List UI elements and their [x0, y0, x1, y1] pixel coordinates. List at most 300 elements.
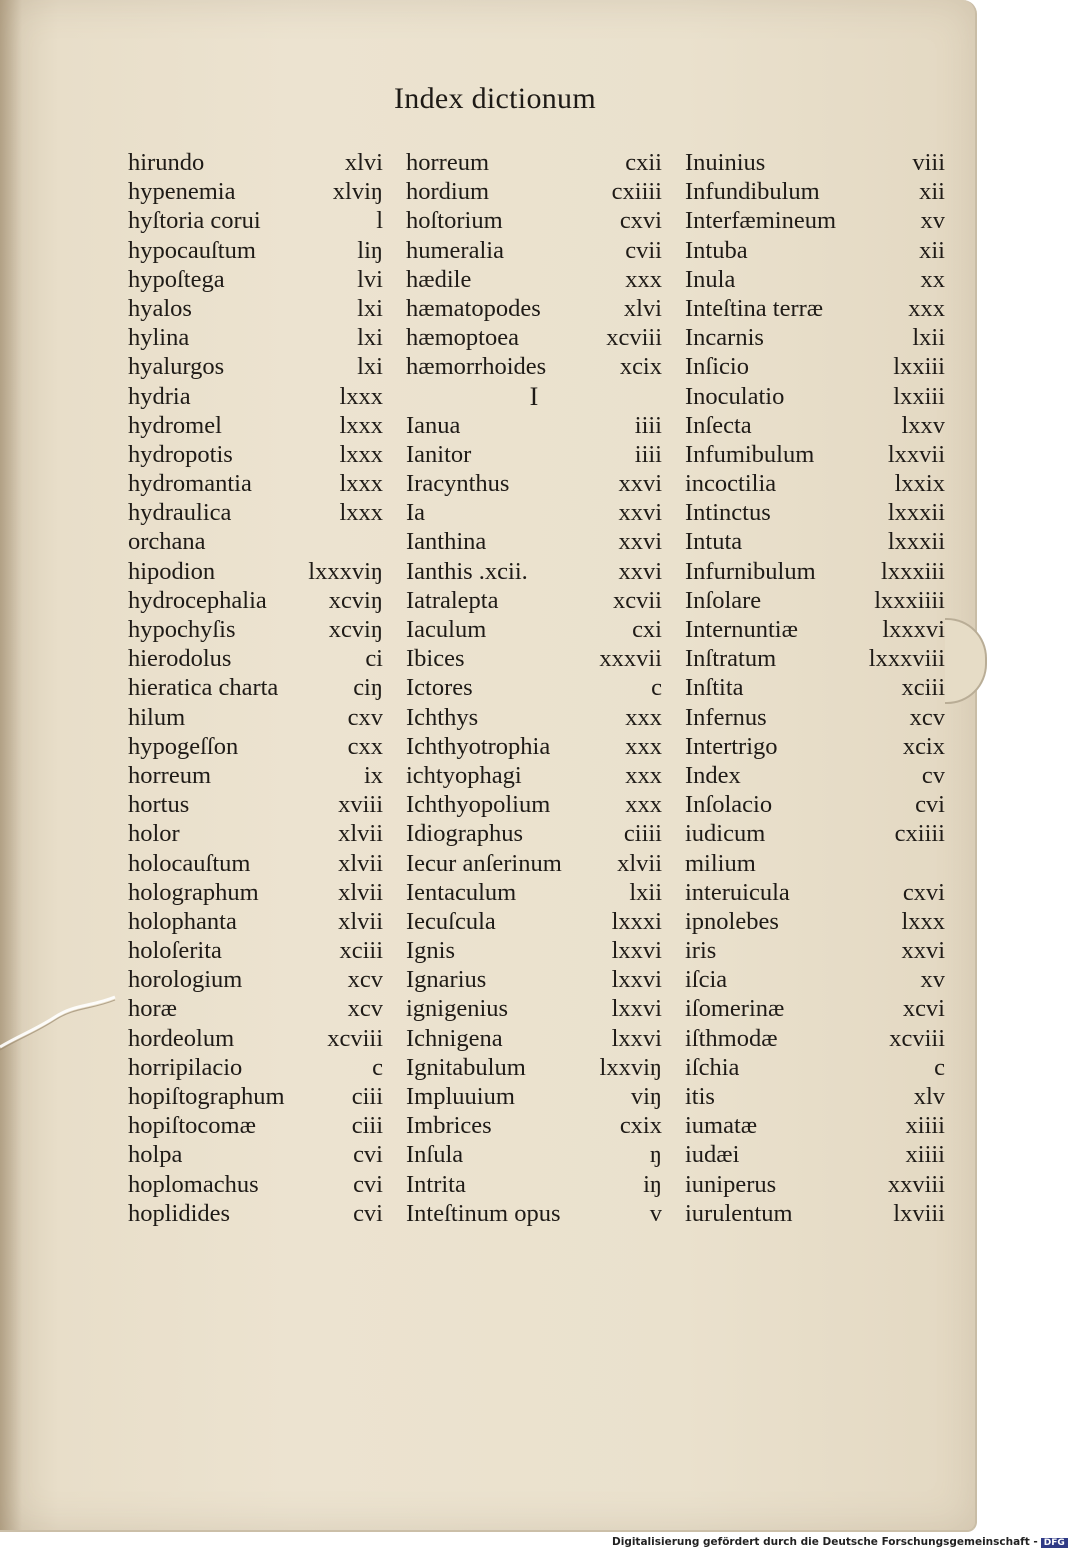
index-entry: [406, 294, 662, 323]
footer-credit: [612, 1536, 1068, 1548]
entry-term: orchana: [128, 528, 206, 556]
index-column-1: [128, 148, 383, 1228]
page-tab-marker: [945, 618, 987, 704]
index-entry: [406, 673, 662, 702]
entry-term: Ignis: [406, 937, 455, 965]
index-entry: [128, 1024, 383, 1053]
entry-term: Intinctus: [685, 499, 771, 527]
entry-page-number: xcvi: [902, 995, 945, 1023]
index-entry: [128, 703, 383, 732]
entry-page-number: lxxxviŋ: [308, 557, 383, 585]
index-entry: [128, 761, 383, 790]
entry-page-number: xxvi: [618, 470, 662, 498]
entry-term: Intrita: [406, 1170, 466, 1198]
entry-page-number: xxvi: [618, 499, 662, 527]
entry-page-number: xxx: [625, 761, 662, 789]
entry-term: iſchia: [685, 1053, 740, 1081]
index-entry: [128, 469, 383, 498]
index-entry: [128, 1199, 383, 1228]
entry-term: I: [529, 381, 539, 411]
entry-page-number: lxxvi: [611, 1024, 662, 1052]
entry-page-number: xviii: [338, 791, 383, 819]
entry-page-number: cxii: [625, 149, 662, 176]
entry-term: iudæi: [685, 1141, 740, 1169]
index-entry: [685, 382, 945, 411]
entry-term: hipodion: [128, 557, 216, 585]
index-entry: [128, 878, 383, 907]
index-entry: [685, 411, 945, 440]
index-entry: [685, 323, 945, 352]
entry-term: Ichthys: [406, 703, 479, 731]
entry-page-number: xcviŋ: [328, 616, 383, 643]
entry-term: Inſolare: [685, 586, 762, 614]
index-entry: [128, 965, 383, 994]
index-column-2: [406, 148, 662, 1228]
entry-term: hoſtorium: [406, 207, 503, 235]
entry-page-number: l: [376, 207, 383, 235]
entry-page-number: lxxxiiii: [874, 586, 945, 614]
entry-term: horreum: [128, 761, 211, 789]
entry-page-number: lxxvi: [611, 937, 662, 965]
index-entry: [685, 148, 945, 177]
index-entry: [685, 294, 945, 323]
index-entry: [685, 586, 945, 615]
index-entry: [406, 236, 662, 265]
entry-page-number: lxxx: [339, 470, 383, 498]
entry-term: Iecur anſerinum: [406, 849, 562, 877]
entry-page-number: lxxiii: [893, 382, 945, 410]
index-entry: [685, 994, 945, 1023]
index-entry: [685, 1140, 945, 1169]
entry-term: itis: [685, 1083, 715, 1110]
index-entry: [406, 1170, 662, 1199]
entry-page-number: ŋ: [649, 1141, 662, 1169]
index-entry: [406, 177, 662, 206]
entry-page-number: lxxvii: [887, 440, 945, 468]
index-entry: [128, 206, 383, 235]
entry-page-number: lxi: [357, 324, 383, 352]
entry-page-number: cxi: [632, 616, 662, 643]
entry-page-number: xlvi: [344, 149, 383, 176]
index-entry: [406, 557, 662, 586]
index-entry: [685, 557, 945, 586]
entry-page-number: cxx: [347, 732, 383, 760]
entry-term: Ignitabulum: [406, 1053, 526, 1081]
entry-term: Idiographus: [406, 820, 524, 848]
index-entry: [406, 849, 662, 878]
entry-term: iſomerinæ: [685, 995, 785, 1023]
entry-term: hoplomachus: [128, 1170, 259, 1198]
entry-page-number: xlvi: [623, 294, 662, 322]
entry-term: holor: [128, 820, 180, 848]
entry-page-number: ciii: [351, 1083, 383, 1110]
entry-page-number: xxx: [625, 265, 662, 293]
index-entry: [128, 1082, 383, 1111]
entry-page-number: lxi: [357, 294, 383, 322]
entry-term: Iaculum: [406, 616, 487, 643]
index-entry: [685, 1082, 945, 1111]
entry-page-number: cvii: [625, 236, 662, 264]
entry-page-number: xxx: [625, 732, 662, 760]
index-entry: [406, 1140, 662, 1169]
index-entry: [128, 1053, 383, 1082]
entry-page-number: xii: [919, 236, 945, 264]
entry-term: Iatralepta: [406, 586, 499, 614]
entry-term: Inſolacio: [685, 791, 773, 819]
entry-page-number: lxxviŋ: [599, 1053, 662, 1081]
entry-term: hyſtoria corui: [128, 207, 261, 235]
entry-page-number: xxviii: [887, 1170, 945, 1198]
entry-term: Inſtita: [685, 674, 744, 702]
entry-page-number: xciii: [901, 674, 945, 702]
index-entry: [406, 1024, 662, 1053]
footer-text: Digitalisierung gefördert durch die Deutsche Forschungsgemeinschaft -: [612, 1536, 1038, 1548]
entry-page-number: lxviii: [893, 1199, 945, 1227]
index-entry: [685, 673, 945, 702]
entry-page-number: lxxx: [339, 440, 383, 468]
entry-term: Imbrices: [406, 1112, 492, 1140]
entry-term: Inoculatio: [685, 382, 785, 410]
entry-term: incoctilia: [685, 470, 777, 498]
index-entry: [406, 352, 662, 381]
index-entry: [128, 936, 383, 965]
entry-page-number: viii: [912, 149, 945, 176]
entry-term: Inula: [685, 265, 736, 293]
index-entry: [406, 994, 662, 1023]
index-entry: [128, 732, 383, 761]
entry-page-number: xlv: [913, 1083, 945, 1110]
entry-term: Infumibulum: [685, 440, 815, 468]
entry-page-number: xxx: [625, 791, 662, 819]
entry-term: hierodolus: [128, 645, 232, 673]
entry-term: hyalurgos: [128, 353, 225, 381]
index-entry: [128, 673, 383, 702]
index-entry: [685, 732, 945, 761]
index-entry: [128, 236, 383, 265]
entry-page-number: lxxv: [901, 411, 945, 439]
index-entry: [685, 1170, 945, 1199]
index-entry: [128, 294, 383, 323]
index-entry: [685, 498, 945, 527]
index-entry: [406, 819, 662, 848]
entry-page-number: lxxxviii: [868, 645, 945, 673]
entry-term: hypenemia: [128, 178, 236, 206]
entry-page-number: cxiiii: [611, 178, 662, 206]
index-entry: [685, 790, 945, 819]
entry-page-number: xcviŋ: [328, 586, 383, 614]
entry-term: hydromel: [128, 411, 222, 439]
index-entry: [685, 236, 945, 265]
entry-page-number: c: [651, 674, 662, 702]
entry-term: hordeolum: [128, 1024, 235, 1052]
entry-term: hypocauſtum: [128, 236, 256, 264]
entry-page-number: ix: [363, 761, 383, 789]
index-entry: [406, 469, 662, 498]
entry-term: horæ: [128, 995, 177, 1023]
index-entry: [685, 1024, 945, 1053]
index-entry: [128, 177, 383, 206]
entry-page-number: xv: [920, 207, 945, 235]
entry-term: iumatæ: [685, 1112, 758, 1140]
entry-page-number: lxxxi: [611, 907, 662, 935]
entry-page-number: xiiii: [905, 1112, 945, 1140]
entry-term: iudicum: [685, 820, 766, 848]
entry-term: ipnolebes: [685, 907, 779, 935]
entry-term: hyalos: [128, 294, 192, 322]
index-entry: [128, 994, 383, 1023]
entry-term: holocauſtum: [128, 849, 251, 877]
entry-term: hieratica charta: [128, 674, 279, 702]
entry-page-number: xxvi: [901, 937, 945, 965]
index-entry: [128, 907, 383, 936]
entry-term: horripilacio: [128, 1053, 243, 1081]
index-column-3: [685, 148, 945, 1228]
entry-page-number: cvi: [915, 791, 945, 819]
index-entry: [128, 1111, 383, 1140]
entry-term: interuicula: [685, 878, 790, 906]
entry-term: Inſicio: [685, 353, 749, 381]
index-entry: [685, 849, 945, 878]
entry-term: Inſtratum: [685, 645, 777, 673]
entry-term: iſthmodæ: [685, 1024, 778, 1052]
index-entry: [685, 206, 945, 235]
entry-term: hirundo: [128, 149, 205, 176]
entry-term: Ianthina: [406, 528, 487, 556]
index-entry: [685, 819, 945, 848]
entry-term: horologium: [128, 966, 243, 994]
entry-page-number: ci: [365, 645, 383, 673]
entry-term: hilum: [128, 703, 186, 731]
index-entry: [685, 761, 945, 790]
section-letter: [406, 382, 662, 411]
entry-term: holophanta: [128, 907, 237, 935]
entry-term: Intertrigo: [685, 732, 778, 760]
entry-page-number: iiii: [634, 440, 662, 468]
entry-page-number: xxxvii: [599, 645, 662, 673]
entry-term: hypogeſſon: [128, 732, 239, 760]
index-entry: [406, 644, 662, 673]
entry-page-number: xcviii: [889, 1024, 945, 1052]
entry-term: holoſerita: [128, 937, 222, 965]
paper-tear-mark: [0, 985, 120, 1065]
index-entry: [128, 498, 383, 527]
entry-term: Internuntiæ: [685, 616, 798, 643]
entry-page-number: xlvii: [338, 849, 383, 877]
entry-page-number: c: [372, 1053, 383, 1081]
index-entry: [685, 1199, 945, 1228]
index-entry: [128, 586, 383, 615]
index-entry: [406, 907, 662, 936]
entry-term: Inuinius: [685, 149, 766, 176]
entry-term: holographum: [128, 878, 259, 906]
index-entry: [685, 265, 945, 294]
index-entry: [128, 411, 383, 440]
entry-term: Inteſtinum opus: [406, 1199, 561, 1227]
index-entry: [406, 1053, 662, 1082]
index-entry: [685, 615, 945, 644]
index-entry: [406, 498, 662, 527]
entry-term: hydropotis: [128, 440, 233, 468]
entry-term: hæmorrhoides: [406, 353, 547, 381]
entry-page-number: xcv: [909, 703, 945, 731]
index-entry: [685, 1111, 945, 1140]
index-entry: [685, 527, 945, 556]
entry-page-number: lxxxiii: [881, 557, 945, 585]
entry-page-number: lxii: [912, 324, 945, 352]
entry-term: Inſecta: [685, 411, 752, 439]
entry-page-number: ciii: [351, 1112, 383, 1140]
entry-page-number: lxxx: [339, 382, 383, 410]
entry-term: hydromantia: [128, 470, 252, 498]
entry-term: hoplidides: [128, 1199, 231, 1227]
entry-term: ignigenius: [406, 995, 509, 1023]
entry-term: Ichthyopolium: [406, 791, 551, 819]
index-entry: [128, 148, 383, 177]
entry-term: humeralia: [406, 236, 504, 264]
entry-term: Intuba: [685, 236, 748, 264]
index-entry: [128, 644, 383, 673]
entry-page-number: xv: [920, 966, 945, 994]
index-entry: [685, 878, 945, 907]
index-entry: [685, 1053, 945, 1082]
entry-term: hæmatopodes: [406, 294, 541, 322]
entry-term: Infurnibulum: [685, 557, 816, 585]
index-entry: [685, 936, 945, 965]
index-entry: [128, 819, 383, 848]
index-entry: [128, 382, 383, 411]
dfg-logo: DFG: [1041, 1538, 1068, 1548]
entry-term: Ientaculum: [406, 878, 517, 906]
entry-term: hypoſtega: [128, 265, 225, 293]
entry-page-number: lxi: [357, 353, 383, 381]
entry-page-number: lxxx: [339, 499, 383, 527]
entry-page-number: cvi: [353, 1141, 383, 1169]
index-entry: [128, 849, 383, 878]
index-entry: [128, 557, 383, 586]
index-entry: [406, 411, 662, 440]
entry-page-number: cxv: [347, 703, 383, 731]
entry-term: Iracynthus: [406, 470, 510, 498]
entry-term: ichtyophagi: [406, 761, 522, 789]
index-entry: [406, 148, 662, 177]
index-entry: [685, 177, 945, 206]
index-entry: [406, 703, 662, 732]
entry-term: hypochyſis: [128, 616, 236, 643]
entry-page-number: v: [649, 1199, 662, 1227]
entry-page-number: xxx: [908, 294, 945, 322]
entry-page-number: xlvii: [338, 907, 383, 935]
index-entry: [406, 1082, 662, 1111]
entry-term: hæmoptoea: [406, 324, 519, 352]
index-entry: [685, 907, 945, 936]
entry-term: milium: [685, 849, 756, 877]
index-entry: [406, 586, 662, 615]
entry-page-number: lxxiii: [893, 353, 945, 381]
entry-term: Ianthis .xcii.: [406, 557, 528, 585]
entry-page-number: lvi: [357, 265, 383, 293]
index-entry: [406, 790, 662, 819]
index-entry: [128, 1170, 383, 1199]
entry-page-number: ciiii: [623, 820, 662, 848]
entry-term: hædile: [406, 265, 472, 293]
entry-page-number: xcv: [347, 995, 383, 1023]
entry-term: Interfæmineum: [685, 207, 837, 235]
entry-page-number: iŋ: [643, 1170, 662, 1198]
entry-page-number: xlvii: [617, 849, 662, 877]
index-entry: [685, 469, 945, 498]
index-entry: [406, 615, 662, 644]
entry-page-number: xcv: [347, 966, 383, 994]
entry-term: Ichthyotrophia: [406, 732, 551, 760]
entry-term: Ianitor: [406, 440, 472, 468]
entry-page-number: xcix: [902, 732, 945, 760]
entry-term: hortus: [128, 791, 190, 819]
entry-term: Ianua: [406, 411, 461, 439]
index-entry: [406, 1111, 662, 1140]
index-entry: [406, 440, 662, 469]
entry-term: Infernus: [685, 703, 767, 731]
entry-term: Incarnis: [685, 324, 764, 352]
entry-term: hordium: [406, 178, 490, 206]
entry-page-number: cxiiii: [894, 820, 945, 848]
entry-page-number: cxvi: [902, 878, 945, 906]
entry-term: Ignarius: [406, 966, 487, 994]
entry-page-number: xiiii: [905, 1141, 945, 1169]
entry-term: Ia: [406, 499, 426, 527]
entry-page-number: lxxx: [901, 907, 945, 935]
entry-page-number: viŋ: [630, 1083, 662, 1110]
index-entry: [128, 352, 383, 381]
entry-page-number: lxxvi: [611, 966, 662, 994]
index-entry: [406, 732, 662, 761]
entry-term: iſcia: [685, 966, 728, 994]
index-entry: [406, 1199, 662, 1228]
index-entry: [406, 878, 662, 907]
index-entry: [685, 703, 945, 732]
entry-page-number: lxxxvi: [882, 616, 945, 643]
entry-term: horreum: [406, 149, 489, 176]
entry-page-number: xcvii: [613, 586, 662, 614]
entry-term: holpa: [128, 1141, 183, 1169]
entry-page-number: cv: [921, 761, 945, 789]
entry-term: hopiſtocomæ: [128, 1112, 256, 1140]
index-entry: [406, 265, 662, 294]
entry-page-number: xii: [919, 178, 945, 206]
index-entry: [685, 352, 945, 381]
entry-page-number: ciŋ: [353, 674, 383, 702]
index-entry: [406, 206, 662, 235]
entry-page-number: xx: [920, 265, 945, 293]
entry-page-number: xcviii: [327, 1024, 383, 1052]
entry-term: hydraulica: [128, 499, 232, 527]
index-entry: [406, 527, 662, 556]
entry-term: Infundibulum: [685, 178, 820, 206]
entry-term: iuniperus: [685, 1170, 777, 1198]
entry-page-number: xxvi: [618, 528, 662, 556]
entry-page-number: xxx: [625, 703, 662, 731]
index-entry: [406, 965, 662, 994]
index-entry: [406, 323, 662, 352]
entry-term: Inteſtina terræ: [685, 294, 824, 322]
index-entry: [128, 440, 383, 469]
entry-term: Inſula: [406, 1141, 464, 1169]
index-entry: [128, 527, 383, 556]
index-entry: [128, 615, 383, 644]
entry-term: hydrocephalia: [128, 586, 267, 614]
entry-term: hopiſtographum: [128, 1083, 285, 1110]
entry-term: Ibices: [406, 645, 465, 673]
page-title: Index dictionum: [394, 82, 596, 115]
